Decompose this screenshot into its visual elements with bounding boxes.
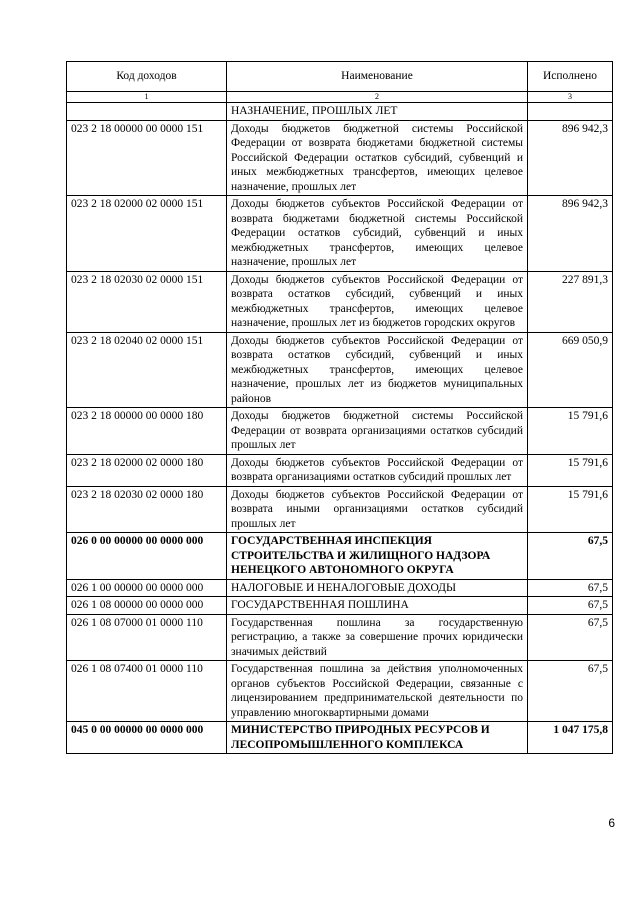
code-cell: 023 2 18 00000 00 0000 180 <box>67 408 227 455</box>
amount-cell: 227 891,3 <box>528 271 613 332</box>
code-cell: 023 2 18 02000 02 0000 180 <box>67 454 227 486</box>
code-cell: 026 0 00 00000 00 0000 000 <box>67 533 227 580</box>
name-cell: Доходы бюджетов субъектов Российской Федерации от возврата бюджетами бюджетной системы Российской Федерации остатков субсидий, субвенций и иных межбюджетных трансфертов, имеющих целевое назначение, прошлых лет <box>227 196 528 272</box>
name-cell: ГОСУДАРСТВЕННАЯ ИНСПЕКЦИЯ СТРОИТЕЛЬСТВА И ЖИЛИЩНОГО НАДЗОРА НЕНЕЦКОГО АВТОНОМНОГО ОКРУГА <box>227 533 528 580</box>
code-cell: 023 2 18 02030 02 0000 151 <box>67 271 227 332</box>
name-cell: Доходы бюджетов бюджетной системы Российской Федерации от возврата организациями остатков субсидий прошлых лет <box>227 408 528 455</box>
name-cell: НАЛОГОВЫЕ И НЕНАЛОГОВЫЕ ДОХОДЫ <box>227 579 528 597</box>
header-row <box>67 62 613 92</box>
empty-cell <box>528 103 613 121</box>
table-row <box>67 454 613 486</box>
name-cell: Государственная пошлина за государственную регистрацию, а также за совершение прочих юридически значимых действий <box>227 614 528 661</box>
code-cell: 023 2 18 02030 02 0000 180 <box>67 486 227 533</box>
name-cell: Государственная пошлина за действия уполномоченных органов субъектов Российской Федерации, связанные с лицензированием предпринимательской деятельности по управлению многоквартирными домами <box>227 661 528 722</box>
empty-cell <box>67 103 227 121</box>
table-row <box>67 332 613 408</box>
header-name: Наименование <box>227 62 528 92</box>
amount-cell: 1 047 175,8 <box>528 722 613 754</box>
column-number: 1 <box>67 92 227 103</box>
amount-cell: 67,5 <box>528 597 613 615</box>
table-row <box>67 722 613 754</box>
code-cell: 045 0 00 00000 00 0000 000 <box>67 722 227 754</box>
table-row <box>67 120 613 196</box>
code-cell: 026 1 08 07000 01 0000 110 <box>67 614 227 661</box>
table-row <box>67 533 613 580</box>
name-cell: Доходы бюджетов бюджетной системы Российской Федерации от возврата бюджетами бюджетной системы Российской Федерации остатков субсидий, субвенций и иных межбюджетных трансфертов, имеющих целевое назначение, прошлых лет <box>227 120 528 196</box>
page-number: 6 <box>608 816 615 830</box>
name-cell: Доходы бюджетов субъектов Российской Федерации от возврата остатков субсидий, субвенций и иных межбюджетных трансфертов, имеющих целевое назначение, прошлых лет из бюджетов городских округов <box>227 271 528 332</box>
table-row <box>67 196 613 272</box>
amount-cell: 15 791,6 <box>528 408 613 455</box>
continuation-text: НАЗНАЧЕНИЕ, ПРОШЛЫХ ЛЕТ <box>227 103 528 121</box>
amount-cell: 896 942,3 <box>528 120 613 196</box>
code-cell: 023 2 18 00000 00 0000 151 <box>67 120 227 196</box>
table-row <box>67 579 613 597</box>
code-cell: 023 2 18 02000 02 0000 151 <box>67 196 227 272</box>
name-cell: МИНИСТЕРСТВО ПРИРОДНЫХ РЕСУРСОВ И ЛЕСОПРОМЫШЛЕННОГО КОМПЛЕКСА <box>227 722 528 754</box>
code-cell: 023 2 18 02040 02 0000 151 <box>67 332 227 408</box>
name-cell: Доходы бюджетов субъектов Российской Федерации от возврата остатков субсидий, субвенций и иных межбюджетных трансфертов, имеющих целевое назначение, прошлых лет из бюджетов муниципальных районов <box>227 332 528 408</box>
amount-cell: 67,5 <box>528 614 613 661</box>
table-row <box>67 614 613 661</box>
name-cell: Доходы бюджетов субъектов Российской Федерации от возврата иными организациями остатков субсидий прошлых лет <box>227 486 528 533</box>
continuation-row <box>67 103 613 121</box>
name-cell: Доходы бюджетов субъектов Российской Федерации от возврата организациями остатков субсидий прошлых лет <box>227 454 528 486</box>
amount-cell: 896 942,3 <box>528 196 613 272</box>
header-amount: Исполнено <box>528 62 613 92</box>
amount-cell: 669 050,9 <box>528 332 613 408</box>
table-row <box>67 408 613 455</box>
code-cell: 026 1 08 07400 01 0000 110 <box>67 661 227 722</box>
column-number: 2 <box>227 92 528 103</box>
header-code: Код доходов <box>67 62 227 92</box>
amount-cell: 15 791,6 <box>528 454 613 486</box>
name-cell: ГОСУДАРСТВЕННАЯ ПОШЛИНА <box>227 597 528 615</box>
table-row <box>67 486 613 533</box>
code-cell: 026 1 08 00000 00 0000 000 <box>67 597 227 615</box>
amount-cell: 67,5 <box>528 579 613 597</box>
revenue-table <box>66 61 613 754</box>
column-number-row <box>67 92 613 103</box>
column-number: 3 <box>528 92 613 103</box>
amount-cell: 67,5 <box>528 533 613 580</box>
table-row <box>67 661 613 722</box>
amount-cell: 67,5 <box>528 661 613 722</box>
table-row <box>67 597 613 615</box>
amount-cell: 15 791,6 <box>528 486 613 533</box>
table-row <box>67 271 613 332</box>
code-cell: 026 1 00 00000 00 0000 000 <box>67 579 227 597</box>
